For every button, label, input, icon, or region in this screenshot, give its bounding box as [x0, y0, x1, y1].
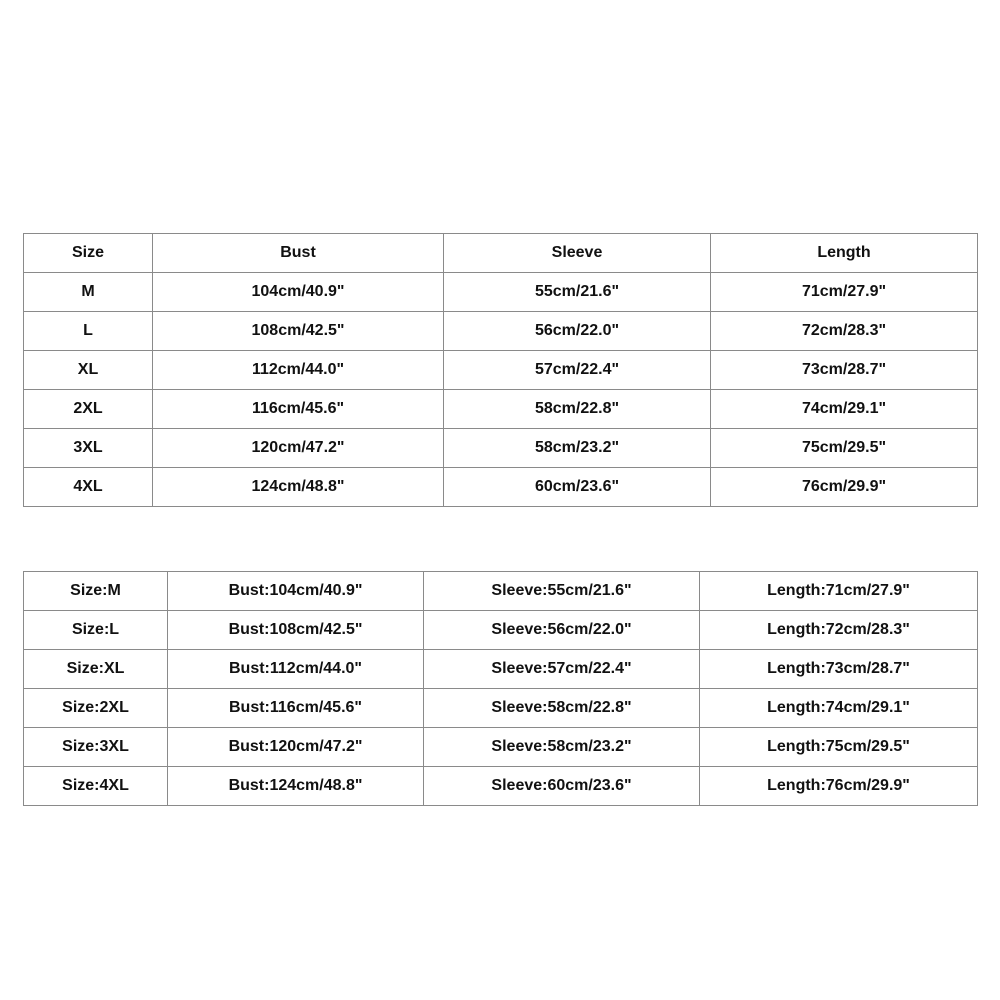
cell-length: Length:73cm/28.7" [700, 650, 978, 689]
cell-sleeve: Sleeve:56cm/22.0" [424, 611, 700, 650]
table-row [24, 728, 978, 767]
cell-size: Size:L [24, 611, 168, 650]
table-row [24, 650, 978, 689]
table-row [24, 572, 978, 611]
cell-bust: Bust:108cm/42.5" [168, 611, 424, 650]
cell-bust: 120cm/47.2" [153, 429, 444, 468]
cell-size: Size:4XL [24, 767, 168, 806]
cell-size: 4XL [24, 468, 153, 507]
cell-size: Size:2XL [24, 689, 168, 728]
cell-sleeve: Sleeve:55cm/21.6" [424, 572, 700, 611]
table-row [24, 767, 978, 806]
table-row [24, 429, 978, 468]
table-row [24, 468, 978, 507]
table-row [24, 273, 978, 312]
cell-bust: Bust:104cm/40.9" [168, 572, 424, 611]
cell-sleeve: Sleeve:58cm/23.2" [424, 728, 700, 767]
cell-sleeve: 56cm/22.0" [444, 312, 711, 351]
cell-length: Length:74cm/29.1" [700, 689, 978, 728]
cell-sleeve: 58cm/22.8" [444, 390, 711, 429]
cell-size: 3XL [24, 429, 153, 468]
cell-size: Size:XL [24, 650, 168, 689]
size-chart-labeled-table [23, 571, 978, 806]
cell-length: 71cm/27.9" [711, 273, 978, 312]
cell-size: L [24, 312, 153, 351]
table-row [24, 312, 978, 351]
header-sleeve: Sleeve [444, 234, 711, 273]
cell-length: 72cm/28.3" [711, 312, 978, 351]
table-header-row [24, 234, 978, 273]
cell-bust: 108cm/42.5" [153, 312, 444, 351]
header-size: Size [24, 234, 153, 273]
cell-size: Size:M [24, 572, 168, 611]
cell-length: 73cm/28.7" [711, 351, 978, 390]
cell-size: M [24, 273, 153, 312]
cell-bust: Bust:120cm/47.2" [168, 728, 424, 767]
table-row [24, 390, 978, 429]
cell-bust: 116cm/45.6" [153, 390, 444, 429]
cell-length: Length:75cm/29.5" [700, 728, 978, 767]
cell-length: Length:72cm/28.3" [700, 611, 978, 650]
cell-sleeve: Sleeve:58cm/22.8" [424, 689, 700, 728]
cell-size: 2XL [24, 390, 153, 429]
cell-bust: 112cm/44.0" [153, 351, 444, 390]
table-row [24, 611, 978, 650]
cell-sleeve: 55cm/21.6" [444, 273, 711, 312]
cell-bust: Bust:116cm/45.6" [168, 689, 424, 728]
cell-length: 75cm/29.5" [711, 429, 978, 468]
table-row [24, 351, 978, 390]
cell-length: Length:71cm/27.9" [700, 572, 978, 611]
cell-length: 74cm/29.1" [711, 390, 978, 429]
cell-sleeve: 57cm/22.4" [444, 351, 711, 390]
cell-bust: 124cm/48.8" [153, 468, 444, 507]
cell-bust: 104cm/40.9" [153, 273, 444, 312]
table-row [24, 689, 978, 728]
cell-sleeve: Sleeve:60cm/23.6" [424, 767, 700, 806]
cell-size: Size:3XL [24, 728, 168, 767]
cell-bust: Bust:124cm/48.8" [168, 767, 424, 806]
cell-sleeve: Sleeve:57cm/22.4" [424, 650, 700, 689]
cell-sleeve: 58cm/23.2" [444, 429, 711, 468]
header-bust: Bust [153, 234, 444, 273]
cell-length: 76cm/29.9" [711, 468, 978, 507]
cell-length: Length:76cm/29.9" [700, 767, 978, 806]
cell-size: XL [24, 351, 153, 390]
cell-bust: Bust:112cm/44.0" [168, 650, 424, 689]
cell-sleeve: 60cm/23.6" [444, 468, 711, 507]
size-chart-table [23, 233, 978, 507]
header-length: Length [711, 234, 978, 273]
